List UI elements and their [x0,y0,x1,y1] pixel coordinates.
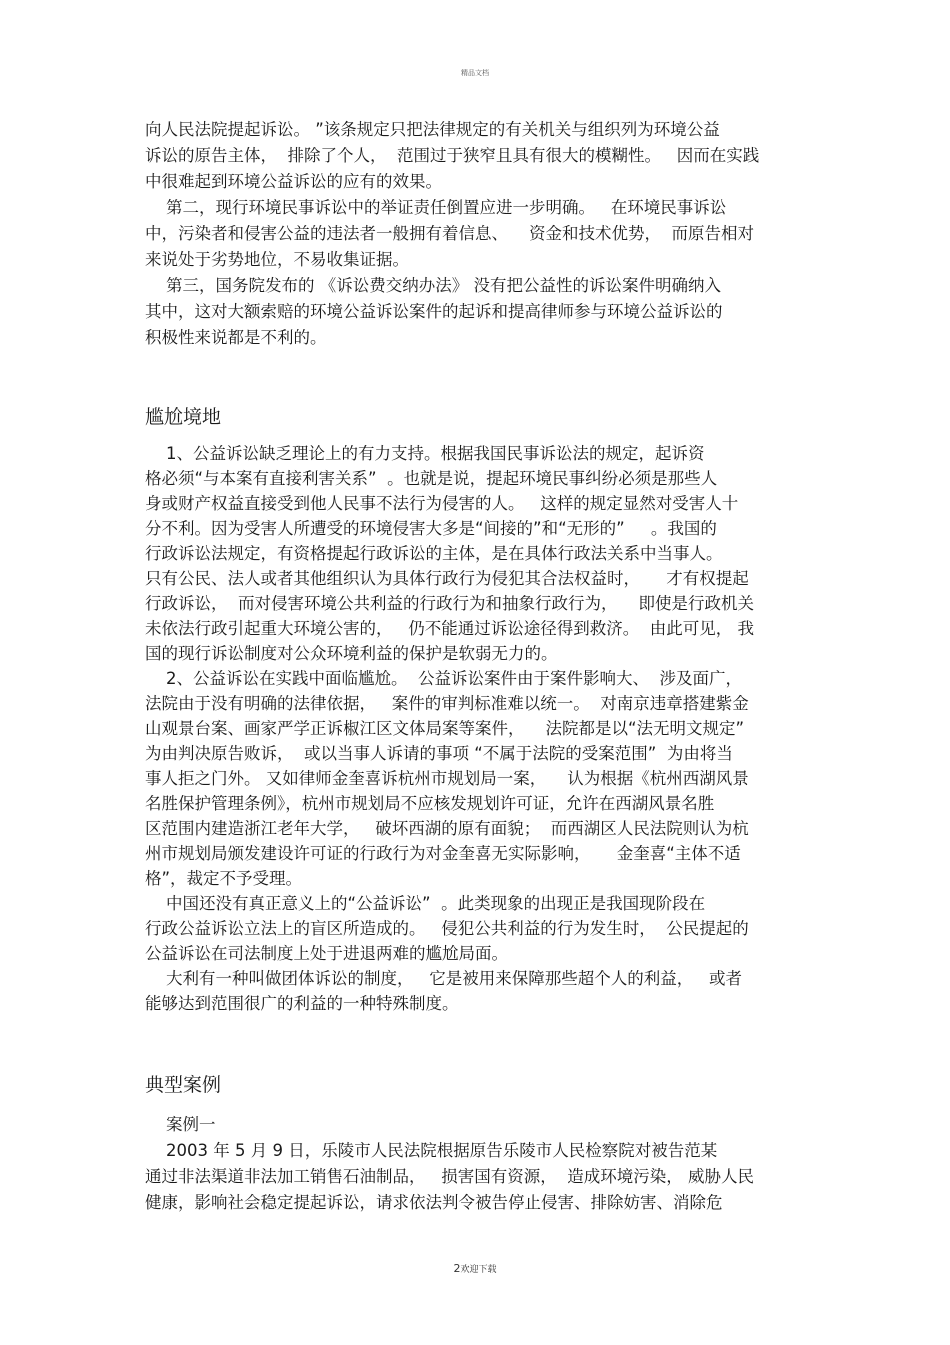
intro-line: 诉讼的原告主体， 排除了个人， 范围过于狭窄且具有很大的模糊性。 因而在实践 [145,146,760,165]
section1-line: 名胜保护管理条例》，杭州市规划局不应核发规划许可证，允许在西湖风景名胜 [145,794,715,813]
section1-line: 格”，裁定不予受理。 [145,869,303,888]
section1-line: 只有公民、法人或者其他组织认为具体行政行为侵犯其合法权益时， 才有权提起 [145,569,749,588]
section1-line: 分不利。因为受害人所遭受的环境侵害大多是“间接的”和“无形的” 。我国的 [145,519,717,538]
page-number: 2 [453,1262,461,1275]
header-watermark: 精品文档 [461,69,489,77]
intro-line: 向人民法院提起诉讼。 ”该条规定只把法律规定的有关机关与组织列为环境公益 [145,120,720,139]
section-heading: 尴尬境地 [145,406,222,428]
section1-line: 行政公益诉讼立法上的盲区所造成的。 侵犯公共利益的行为发生时， 公民提起的 [145,919,749,938]
section1-line: 为由判决原告败诉， 或以当事人诉请的事项 “不属于法院的受案范围” 为由将当 [145,744,733,763]
intro-line: 中很难起到环境公益诉讼的应有的效果。 [145,172,442,191]
section2-line: 健康，影响社会稳定提起诉讼，请求依法判令被告停止侵害、排除妨害、消除危 [145,1193,723,1212]
intro-line: 第二，现行环境民事诉讼中的举证责任倒置应进一步明确。 在环境民事诉讼 [145,198,727,217]
section1-line: 未依法行政引起重大环境公害的， 仍不能通过诉讼途径得到救济。 由此可见， 我 [145,619,754,638]
section1-line: 行政诉讼法规定，有资格提起行政诉讼的主体，是在具体行政法关系中当事人。 [145,544,723,563]
intro-line: 第三，国务院发布的 《诉讼费交纳办法》 没有把公益性的诉讼案件明确纳入 [145,276,721,295]
section1-line: 身或财产权益直接受到他人民事不法行为侵害的人。 这样的规定显然对受害人十 [145,494,739,513]
section2-line: 案例一 [145,1115,216,1134]
section1-line: 行政诉讼， 而对侵害环境公共利益的行政行为和抽象行政行为， 即使是行政机关 [145,594,754,613]
section-heading: 典型案例 [145,1074,222,1096]
section1-line: 能够达到范围很广的利益的一种特殊制度。 [145,994,459,1013]
section1-line: 格必须“与本案有直接利害关系” 。也就是说，提起环境民事纠纷必须是那些人 [145,469,718,488]
intro-line: 来说处于劣势地位，不易收集证据。 [145,250,409,269]
footer-watermark: 欢迎下载 [460,1265,497,1275]
section2-line: 2003 年 5 月 9 日，乐陵市人民法院根据原告乐陵市人民检察院对被告范某 [145,1141,718,1160]
section1-line: 法院由于没有明确的法律依据， 案件的审判标准难以统一。 对南京违章搭建紫金 [145,694,749,713]
section1-line: 1、公益诉讼缺乏理论上的有力支持。根据我国民事诉讼法的规定，起诉资 [145,444,705,463]
section1-line: 州市规划局颁发建设许可证的行政行为对金奎喜无实际影响， 金奎喜“主体不适 [145,844,741,863]
section1-line: 中国还没有真正意义上的“公益诉讼” 。此类现象的出现正是我国现阶段在 [145,894,706,913]
section2-line: 通过非法渠道非法加工销售石油制品， 损害国有资源， 造成环境污染， 威胁人民 [145,1167,754,1186]
section1-line: 大利有一种叫做团体诉讼的制度， 它是被用来保障那些超个人的利益， 或者 [145,969,742,988]
intro-line: 中，污染者和侵害公益的违法者一般拥有着信息、 资金和技术优势， 而原告相对 [145,224,754,243]
intro-line: 其中，这对大额索赔的环境公益诉讼案件的起诉和提高律师参与环境公益诉讼的 [145,302,723,321]
section1-line: 公益诉讼在司法制度上处于进退两难的尴尬局面。 [145,944,508,963]
section1-line: 事人拒之门外。 又如律师金奎喜诉杭州市规划局一案， 认为根据《杭州西湖风景 [145,769,749,788]
section1-line: 区范围内建造浙江老年大学， 破坏西湖的原有面貌； 而西湖区人民法院则认为杭 [145,819,749,838]
section1-line: 2、公益诉讼在实践中面临尴尬。 公益诉讼案件由于案件影响大、 涉及面广， [145,669,742,688]
section1-line: 山观景台案、画家严学正诉椒江区文体局案等案件， 法院都是以“法无明文规定” [145,719,745,738]
footer [0,1262,950,1275]
section1-line: 国的现行诉讼制度对公众环境利益的保护是软弱无力的。 [145,644,558,663]
intro-line: 积极性来说都是不利的。 [145,328,327,347]
